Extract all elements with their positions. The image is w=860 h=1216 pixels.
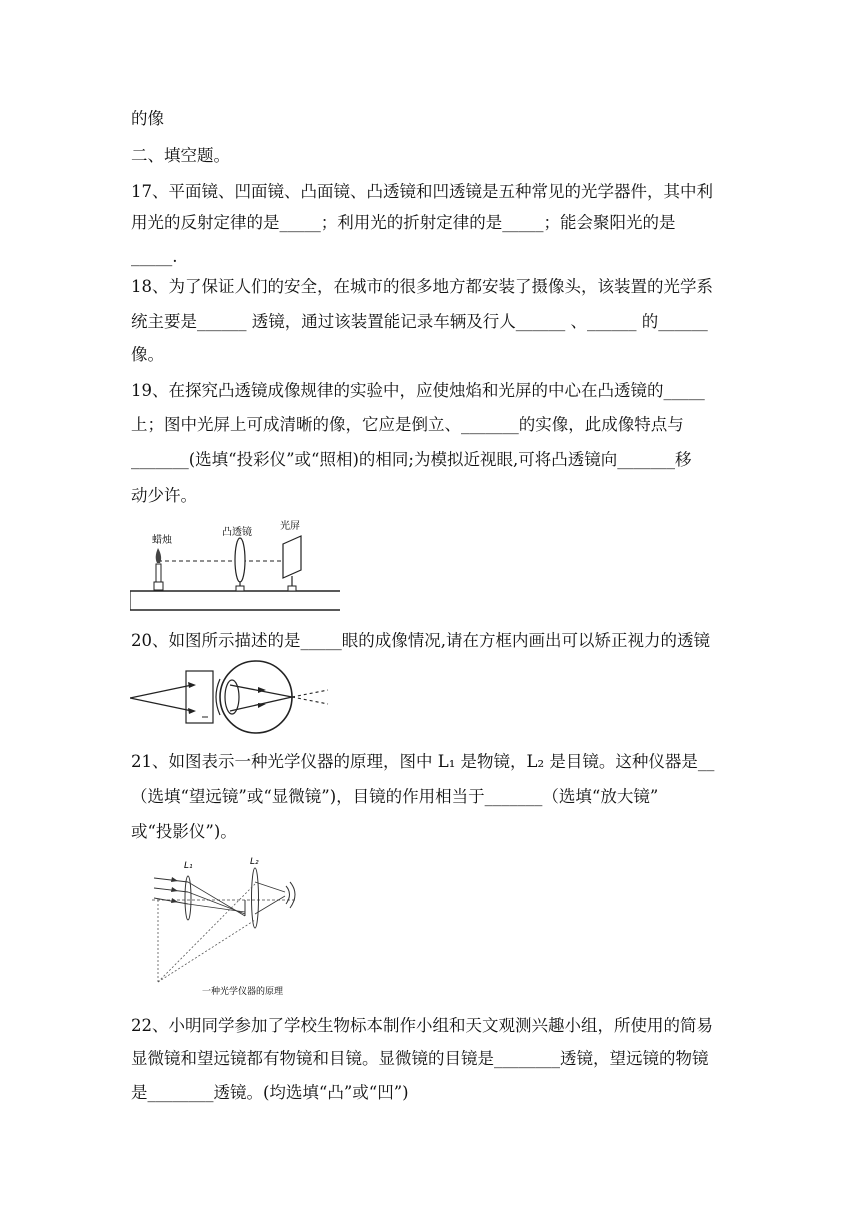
candle [156, 564, 161, 582]
question-21-line-1: 21、如图表示一种光学仪器的原理，图中 L₁ 是物镜，L₂ 是目镜。这种仪器是__ [131, 752, 715, 771]
eyepiece-lens [252, 868, 259, 928]
correction-lens-box [186, 671, 213, 723]
question-17-line-2: 用光的反射定律的是_____；利用光的折射定律的是_____；能会聚阳光的是 [131, 213, 676, 232]
question-18-line-2: 统主要是______ 透镜，通过该装置能记录车辆及行人______ 、______ 的______ [131, 312, 708, 331]
question-21-line-3: 或“投影仪”)。 [131, 822, 237, 841]
question-17-line-3: _____. [131, 247, 178, 266]
question-19-line-3: _______(选填“投彩仪”或“照相)的相同;为模拟近视眼,可将凸透镜向_______移 [131, 450, 692, 469]
convex-lens [235, 538, 245, 582]
question-21-line-2: （选填“望远镜”或“显微镜”)，目镜的作用相当于_______（选填“放大镜” [131, 787, 659, 806]
question-18-line-3: 像。 [131, 345, 164, 364]
figure-caption: 一种光学仪器的原理 [202, 987, 284, 997]
objective-lens [185, 876, 191, 920]
lens-label: 凸透镜 [222, 527, 252, 538]
question-19-line-4: 动少许。 [131, 486, 197, 505]
question-22-line-1: 22、小明同学参加了学校生物标本制作小组和天文观测兴趣小组，所使用的简易 [131, 1016, 713, 1035]
light-screen [283, 536, 301, 578]
eye-icon [286, 886, 290, 904]
optical-instrument-figure [140, 852, 315, 1000]
section-heading: 二、填空题。 [131, 146, 230, 165]
l1-label: L₁ [184, 861, 193, 871]
l2-label: L₂ [250, 857, 259, 867]
candle-lens-screen-figure [130, 520, 340, 614]
question-18-line-1: 18、为了保证人们的安全，在城市的很多地方都安装了摄像头，该装置的光学系 [131, 277, 713, 296]
candle-flame [156, 548, 161, 563]
text-line: 的像 [131, 109, 164, 128]
question-17-line-1: 17、平面镜、凹面镜、凸面镜、凸透镜和凹透镜是五种常见的光学器件，其中利 [131, 182, 713, 201]
question-19-line-2: 上；图中光屏上可成清晰的像，它应是倒立、_______的实像，此成像特点与 [131, 415, 684, 434]
screen-label: 光屏 [280, 521, 300, 532]
question-20-line-1: 20、如图所示描述的是_____眼的成像情况,请在方框内画出可以矫正视力的透镜 [131, 631, 710, 650]
question-19-line-1: 19、在探究凸透镜成像规律的实验中，应使烛焰和光屏的中心在凸透镜的_____ [131, 381, 705, 400]
question-22-line-3: 是________透镜。(均选填“凸”或“凹”) [131, 1083, 409, 1102]
question-22-line-2: 显微镜和望远镜都有物镜和目镜。显微镜的目镜是________透镜，望远镜的物镜 [131, 1049, 709, 1068]
candle-label: 蜡烛 [152, 535, 172, 546]
eyeball [220, 661, 292, 733]
eye-diagram-figure [130, 657, 342, 735]
